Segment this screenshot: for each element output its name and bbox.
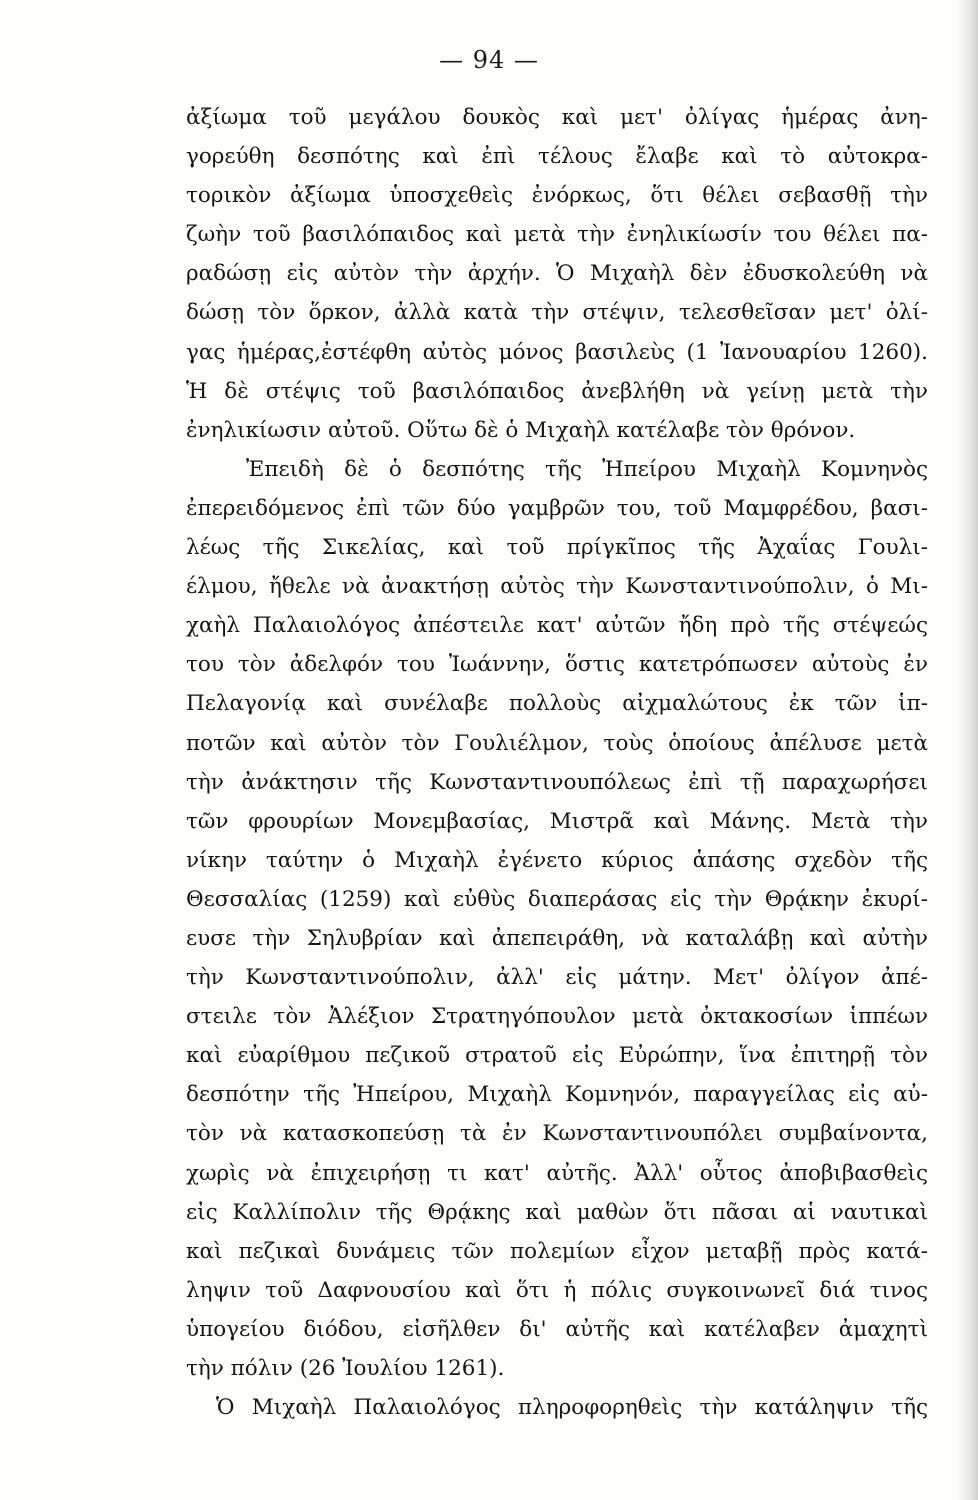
text-line: του τὸν ἀδελφόν του Ἰωάννην, ὅστις κατετρόπωσεν αὐτοὺς ἐν: [186, 652, 928, 678]
text-line: δώσῃ τὸν ὅρκον, ἀλλὰ κατὰ τὴν στέψιν, τελεσθεῖσαν μετ' ὀλί-: [186, 300, 928, 326]
text-line: Πελαγονίᾳ καὶ συνέλαβε πολλοὺς αἰχμαλώτους ἐκ τῶν ἱπ-: [186, 691, 928, 717]
text-line: τὴν πόλιν (26 Ἰουλίου 1261).: [186, 1356, 505, 1381]
page-number: — 94 —: [439, 46, 539, 74]
text-line: ποτῶν καὶ αὐτὸν τὸν Γουλιέλμον, τοὺς ὁποίους ἀπέλυσε μετὰ: [186, 730, 928, 756]
scan-shadow-edge: [956, 0, 978, 1500]
text-line: τῶν φρουρίων Μονεμβασίας, Μιστρᾶ καὶ Μάνης. Μετὰ τὴν: [186, 808, 928, 834]
text-line: έλμου, ἤθελε νὰ ἀνακτήσῃ αὐτὸς τὴν Κωνσταντινούπολιν, ὁ Μι-: [186, 574, 928, 600]
text-line: Ἡ δὲ στέψις τοῦ βασιλόπαιδος ἀνεβλήθη νὰ γείνῃ μετὰ τὴν: [186, 378, 928, 404]
text-line: Θεσσαλίας (1259) καὶ εὐθὺς διαπεράσας εἰς τὴν Θρᾴκην ἐκυρί-: [186, 886, 928, 912]
text-line: χαὴλ Παλαιολόγος ἀπέστειλε κατ' αὐτῶν ἤδη πρὸ τῆς στέψεώς: [186, 613, 928, 639]
text-line: καὶ εὐαρίθμου πεζικοῦ στρατοῦ εἰς Εὐρώπην, ἵνα ἐπιτηρῇ τὸν: [186, 1043, 928, 1069]
text-line: λέως τῆς Σικελίας, καὶ τοῦ πρίγκῖπος τῆς Ἀχαΐας Γουλι-: [186, 535, 928, 561]
text-line: ευσε τὴν Σηλυβρίαν καὶ ἀπεπειράθη, νὰ καταλάβῃ καὶ αὐτὴν: [186, 925, 928, 951]
text-line: ραδώσῃ εἰς αὐτὸν τὴν ἀρχήν. Ὁ Μιχαὴλ δὲν ἐδυσκολεύθη νὰ: [186, 261, 928, 287]
text-line: ἐνηλικίωσιν αὐτοῦ. Οὕτω δὲ ὁ Μιχαὴλ κατέλαβε τὸν θρόνον.: [186, 417, 856, 443]
text-line: ζωὴν τοῦ βασιλόπαιδος καὶ μετὰ τὴν ἐνηλικίωσίν του θέλει πα-: [186, 222, 928, 248]
text-line: καὶ πεζικαὶ δυνάμεις τῶν πολεμίων εἶχον μεταβῇ πρὸς κατά-: [186, 1238, 928, 1264]
text-line: τορικὸν ἀξίωμα ὑποσχεθεὶς ἐνόρκως, ὅτι θέλει σεβασθῇ τὴν: [186, 183, 928, 209]
text-line: εἰς Καλλίπολιν τῆς Θρᾴκης καὶ μαθὼν ὅτι πᾶσαι αἱ ναυτικαὶ: [186, 1199, 928, 1225]
text-line: τὴν Κωνσταντινούπολιν, ἀλλ' εἰς μάτην. Μετ' ὀλίγον ἀπέ-: [186, 965, 928, 991]
text-line: ληψιν τοῦ Δαφνουσίου καὶ ὅτι ἡ πόλις συγκοινωνεῖ διά τινος: [186, 1277, 928, 1303]
text-line: γας ἡμέρας,ἐστέφθη αὐτὸς μόνος βασιλεὺς (1 Ἰανουαρίου 1260).: [186, 339, 928, 365]
text-line: τὸν νὰ κατασκοπεύσῃ τὰ ἐν Κωνσταντινουπόλει συμβαίνοντα,: [186, 1121, 928, 1147]
text-line: ἀξίωμα τοῦ μεγάλου δουκὸς καὶ μετ' ὀλίγας ἡμέρας ἀνη-: [186, 105, 928, 130]
text-line: ὑπογείου διόδου, εἰσῆλθεν δι' αὐτῆς καὶ κατέλαβεν ἀμαχητὶ: [186, 1316, 928, 1342]
text-line: γορεύθη δεσπότης καὶ ἐπὶ τέλους ἔλαβε καὶ τὸ αὐτοκρα-: [186, 144, 928, 170]
text-line: ἐπερειδόμενος ἐπὶ τῶν δύο γαμβρῶν του, τοῦ Μαμφρέδου, βασι-: [186, 495, 928, 521]
text-line: στειλε τὸν Ἀλέξιον Στρατηγόπουλον μετὰ ὀκτακοσίων ἱππέων: [186, 1004, 928, 1030]
text-line: νίκην ταύτην ὁ Μιχαὴλ ἐγένετο κύριος ἁπάσης σχεδὸν τῆς: [186, 847, 928, 873]
text-line: τὴν ἀνάκτησιν τῆς Κωνσταντινουπόλεως ἐπὶ τῇ παραχωρήσει: [186, 769, 928, 795]
text-line: Ἐπειδὴ δὲ ὁ δεσπότης τῆς Ἠπείρου Μιχαὴλ Κομνηνὸς: [246, 456, 928, 482]
body-text: [186, 98, 928, 1427]
text-line: Ὁ Μιχαὴλ Παλαιολόγος πληροφορηθεὶς τὴν κατάληψιν τῆς: [216, 1395, 928, 1421]
text-line: δεσπότην τῆς Ἠπείρου, Μιχαὴλ Κομνηνόν, παραγγείλας εἰς αὐ-: [186, 1082, 928, 1108]
text-line: χωρὶς νὰ ἐπιχειρήσῃ τι κατ' αὐτῆς. Ἀλλ' οὗτος ἀποβιβασθεὶς: [186, 1160, 928, 1186]
